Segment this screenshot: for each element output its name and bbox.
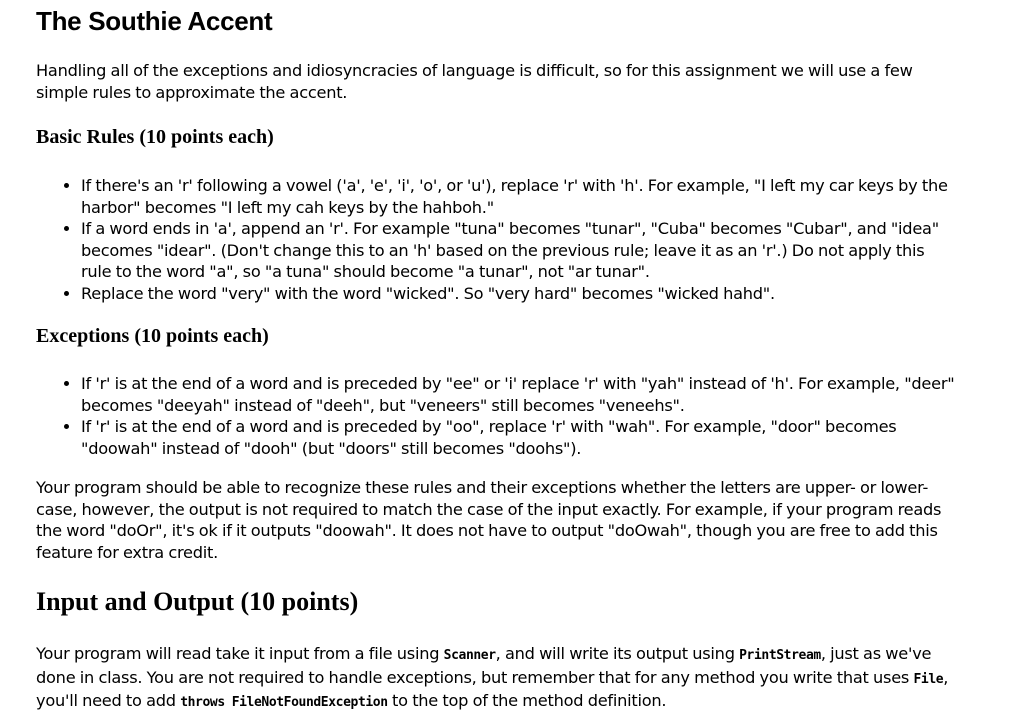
- exceptions-heading: Exceptions (10 points each): [36, 325, 269, 347]
- basic-rules-list: [36, 175, 956, 304]
- throws-code: throws FileNotFoundException: [180, 695, 388, 710]
- input-output-heading: Input and Output (10 points): [36, 587, 359, 616]
- io-text-1: Your program will read take it input from a file using: [36, 644, 444, 663]
- list-item: • If a word ends in 'a', append an 'r'. For example "tuna" becomes "tunar", "Cuba" becomes "Cubar", and "idea" becomes "idear". (Don't change this to an 'h' based on the previous rule; leave it as an 'r'.) Do not apply this rule to the word "a", so "a tuna" should become "a tunar", not "ar tunar".: [81, 218, 956, 283]
- io-text-2: , and will write its output using: [495, 644, 740, 663]
- basic-rules-heading: Basic Rules (10 points each): [36, 126, 274, 148]
- list-item: • Replace the word "very" with the word "wicked". So "very hard" becomes "wicked hahd".: [81, 283, 956, 305]
- exceptions-list: [36, 373, 956, 459]
- io-text-4: , you'll need to add: [36, 667, 949, 710]
- document-page: [36, 0, 956, 714]
- file-code: File: [913, 671, 944, 687]
- list-item: • If 'r' is at the end of a word and is preceded by "ee" or 'i' replace 'r' with "yah" instead of 'h'. For example, "deer" becomes "deeyah" instead of "deeh", but "veneers" still becomes "veneehs".: [81, 373, 956, 416]
- page-title: The Southie Accent: [36, 6, 273, 36]
- intro-paragraph: Handling all of the exceptions and idiosyncracies of language is difficult, so for this assignment we will use a few simple rules to approximate the accent.: [36, 61, 913, 102]
- printstream-code: PrintStream: [739, 648, 821, 663]
- closing-paragraph: Your program should be able to recognize these rules and their exceptions whether the letters are upper- or lower-case, however, the output is not required to match the case of the input exactly. For example, if your program reads the word "doOr", it's ok if it outputs "doowah". It does not have to output "doOwah", though you are free to add this feature for extra credit.: [36, 478, 942, 562]
- scanner-code: Scanner: [443, 648, 496, 663]
- io-text-5: to the top of the method definition.: [387, 691, 667, 710]
- input-output-paragraph: [36, 643, 956, 714]
- list-item: • If 'r' is at the end of a word and is preceded by "oo", replace 'r' with "wah". For example, "door" becomes "doowah" instead of "dooh" (but "doors" still becomes "doohs").: [81, 416, 956, 459]
- list-item: • If there's an 'r' following a vowel ('a', 'e', 'i', 'o', or 'u'), replace 'r' with 'h'. For example, "I left my car keys by the harbor" becomes "I left my cah keys by the hahboh.": [81, 175, 956, 218]
- io-text-3: , just as we've done in class. You are not required to handle exceptions, but remember that for any method you write that uses: [36, 644, 932, 687]
